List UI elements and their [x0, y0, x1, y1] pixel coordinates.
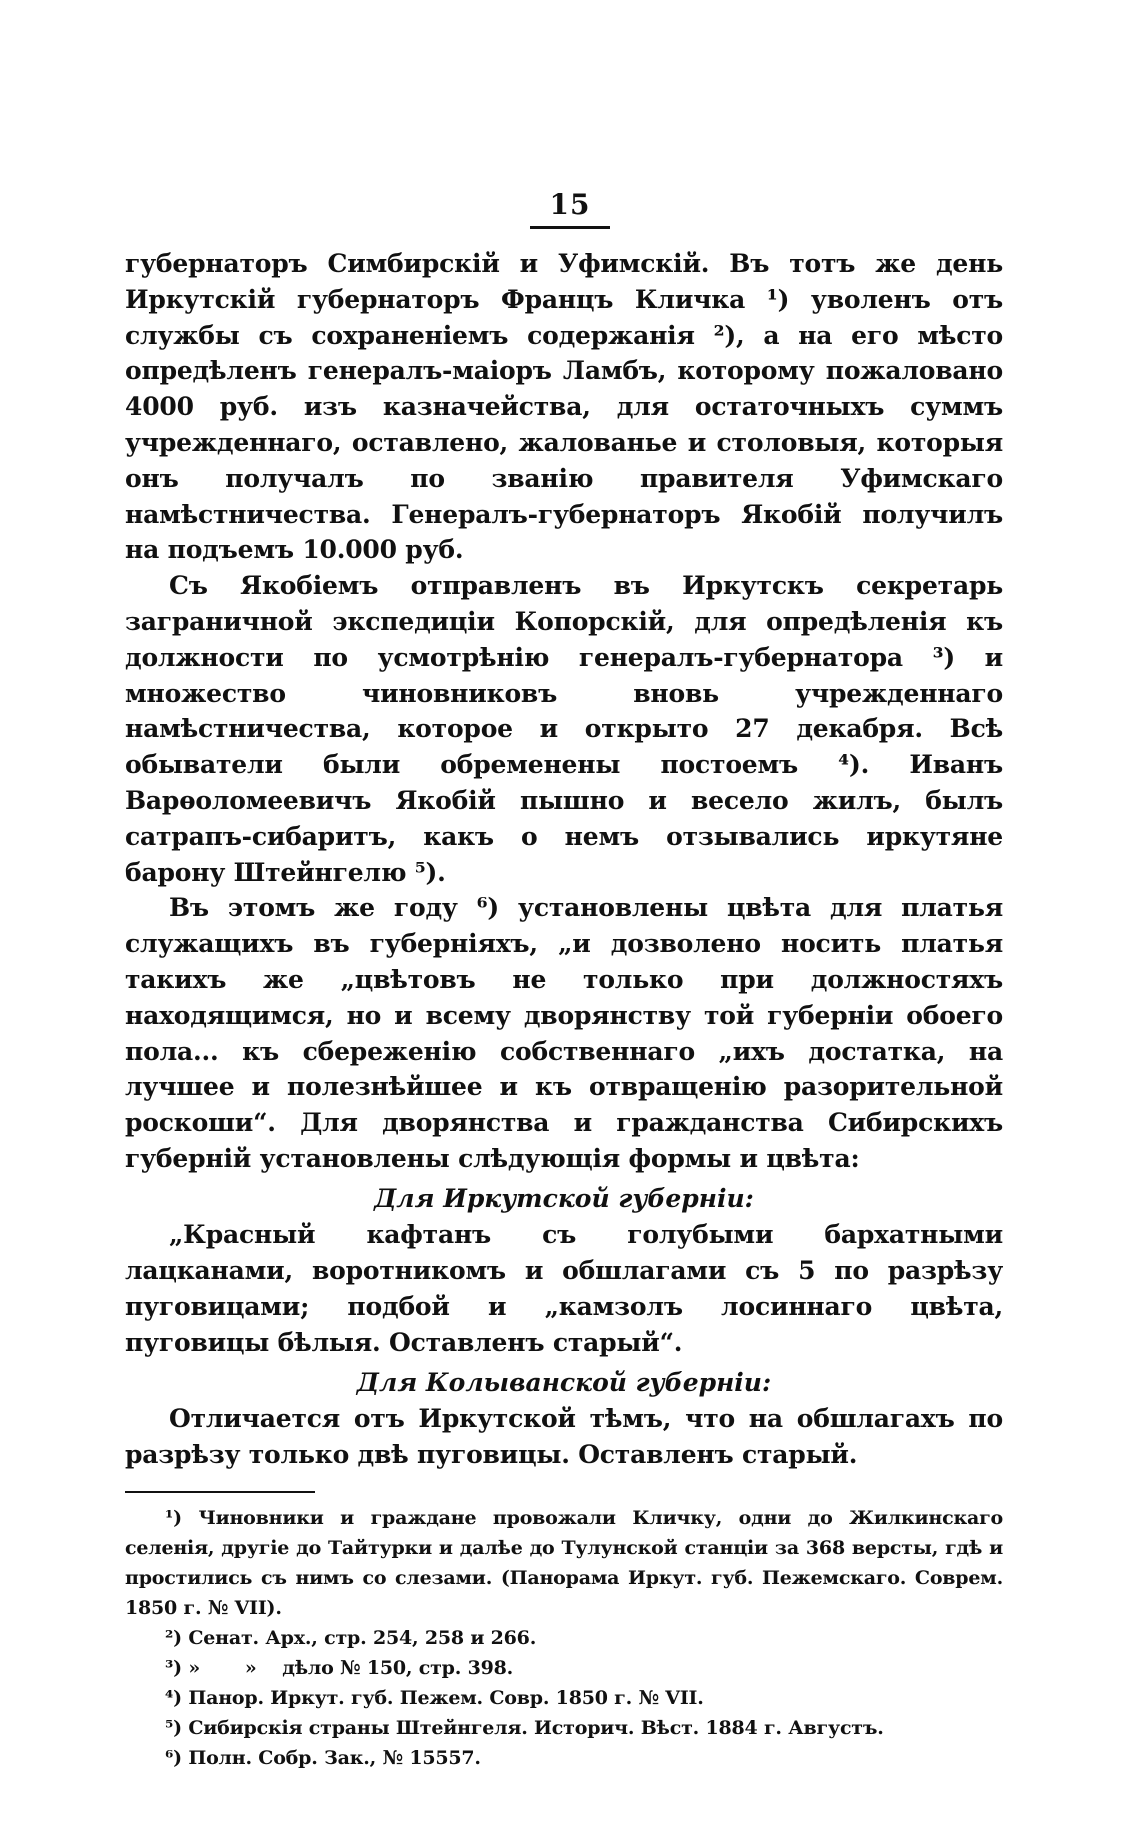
- footnote-text: Полн. Собр. Зак., № 15557.: [188, 1746, 481, 1769]
- footnote-mark: ²): [165, 1626, 182, 1649]
- footnote-text: Чиновники и граждане провожали Кличку, одни до Жилкинскаго селенія, другіе до Тайтурки и далѣе до Тулунской станціи за 368 версты, гдѣ и простились съ нимъ со слезами. (Панорама Иркут. губ. Пежемскаго. Соврем. 1850 г. № VII).: [125, 1506, 1003, 1619]
- footnote-mark: ³): [165, 1656, 182, 1679]
- footnote-text: Сибирскія страны Штейнгеля. Историч. Вѣст. 1884 г. Августъ.: [188, 1716, 884, 1739]
- footnote-mark: ⁴): [165, 1686, 182, 1709]
- paragraph-1: губернаторъ Симбирскій и Уфимскій. Въ тотъ же день Иркутскій губернаторъ Францъ Кличка ¹) уволенъ отъ службы съ сохраненіемъ содержанія ²), а на его мѣсто опредѣленъ генералъ-маіоръ Ламбъ, которому пожаловано 4000 руб. изъ казначейства, для остаточныхъ суммъ учрежденнаго, оставлено, жалованье и столовыя, которыя онъ получалъ по званію правителя Уфимскаго намѣстничества. Генералъ-губернаторъ Якобій получилъ на подъемъ 10.000 руб.: [125, 249, 1003, 565]
- paragraph-3: Въ этомъ же году ⁶) установлены цвѣта для платья служащихъ въ губерніяхъ, „и дозволено носить платья такихъ же „цвѣтовъ не только при должностяхъ находящимся, но и всему дворянству той губерніи обоего пола... къ сбереженію собственнаго „ихъ достатка, на лучшее и полезнѣйшее и къ отвращенію разорительной роскоши“. Для дворянства и гражданства Сибирскихъ губерній установлены слѣдующія формы и цвѣта:: [125, 893, 1003, 1173]
- uniform-description-irkutsk: „Красный кафтанъ съ голубыми бархатными лацканами, воротникомъ и обшлагами съ 5 по разрѣзу пуговицами; подбой и „камзолъ лосиннаго цвѣта, пуговицы бѣлыя. Оставленъ старый“.: [125, 1219, 1003, 1357]
- footnotes: [125, 1503, 1003, 1773]
- footnote-text: » » дѣло № 150, стр. 398.: [188, 1656, 514, 1679]
- footnote-mark: ¹): [165, 1506, 182, 1529]
- footnote-5: [125, 1713, 1003, 1743]
- footnote-mark: ⁵): [165, 1716, 182, 1739]
- footnote-text: Панор. Иркут. губ. Пежем. Совр. 1850 г. № VII.: [188, 1686, 704, 1709]
- uniform-description-kolyvan: Отличается отъ Иркутской тѣмъ, что на обшлагахъ по разрѣзу только двѣ пуговицы. Оставленъ старый.: [125, 1403, 1003, 1469]
- footnote-4: [125, 1683, 1003, 1713]
- footnote-1: [125, 1503, 1003, 1623]
- page-header: [0, 190, 1140, 229]
- page-body: [125, 246, 1003, 1773]
- footnote-2: [125, 1623, 1003, 1653]
- heading-kolyvan-province: Для Колыванской губерніи:: [356, 1367, 772, 1397]
- footnote-text: Сенат. Арх., стр. 254, 258 и 266.: [188, 1626, 537, 1649]
- footnote-mark: ⁶): [165, 1746, 182, 1769]
- paragraph-2: Съ Якобіемъ отправленъ въ Иркутскъ секретарь заграничной экспедиціи Копорскій, для опредѣленія къ должности по усмотрѣнію генералъ-губернатора ³) и множество чиновниковъ вновь учрежденнаго намѣстничества, которое и открыто 27 декабря. Всѣ обыватели были обременены постоемъ ⁴). Иванъ Варѳоломеевичъ Якобій пышно и весело жилъ, былъ сатрапъ-сибаритъ, какъ о немъ отзывались иркутяне барону Штейнгелю ⁵).: [125, 571, 1003, 887]
- footnote-3: [125, 1653, 1003, 1683]
- footnote-6: [125, 1743, 1003, 1773]
- page-number: 15: [530, 190, 611, 229]
- heading-irkutsk-province: Для Иркутской губерніи:: [374, 1183, 754, 1213]
- footnote-divider: [125, 1491, 315, 1493]
